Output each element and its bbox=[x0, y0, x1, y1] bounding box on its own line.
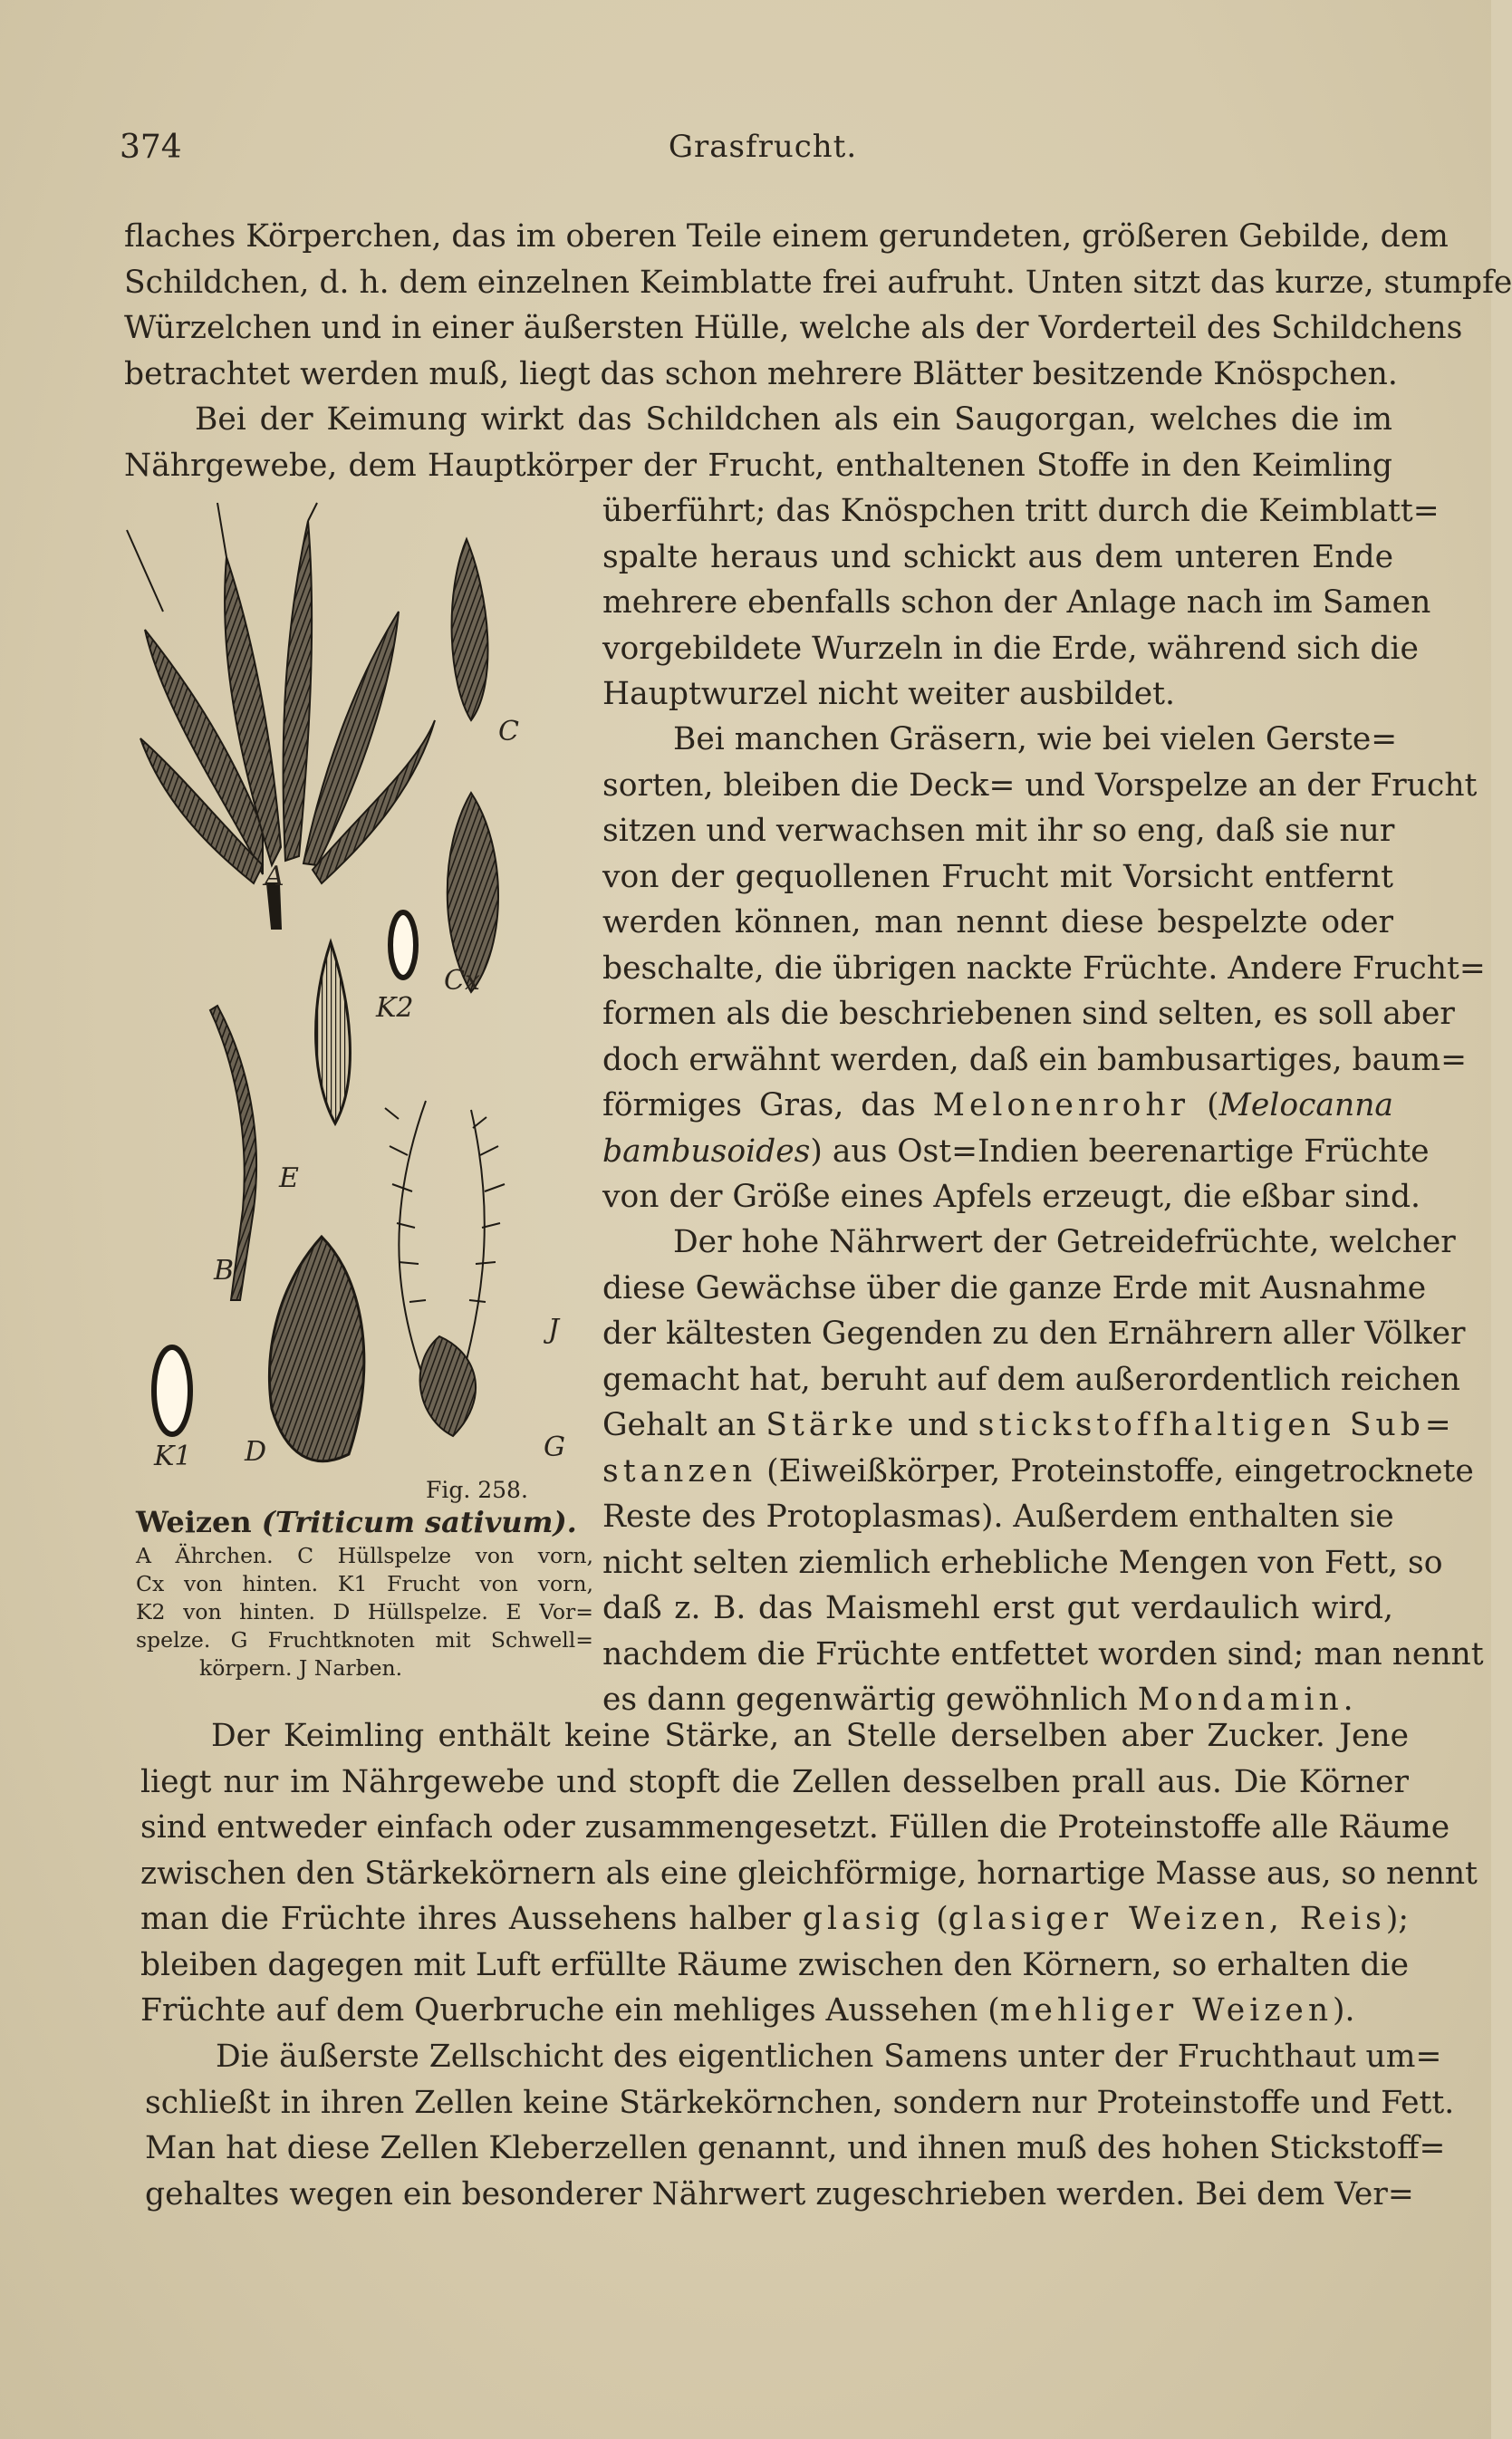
text-line: gehaltes wegen ein besonderer Nährwert zugeschrieben werden. Bei dem Ver= bbox=[145, 2175, 1414, 2212]
spaced-term: Mondamin bbox=[1137, 1682, 1343, 1718]
text-line bbox=[602, 1449, 1474, 1495]
figure-number: Fig. 258. bbox=[426, 1477, 528, 1503]
text-line: betrachtet werden muß, liegt das schon mehrere Blätter besitzende Knöspchen. bbox=[124, 355, 1398, 392]
text-line: schließt in ihren Zellen keine Stärkekörnchen, sondern nur Proteinstoffe und Fett. bbox=[145, 2084, 1455, 2121]
text-line: nachdem die Früchte entfettet worden sind; man nennt bbox=[602, 1635, 1484, 1673]
text-line: sind entweder einfach oder zusammengesetzt. Füllen die Proteinstoffe alle Räume bbox=[140, 1809, 1450, 1846]
caption-line: A Ährchen. C Hüllspelze von vorn, bbox=[136, 1543, 593, 1568]
text-line: Nährgewebe, dem Hauptkörper der Frucht, enthaltenen Stoffe in den Keimling bbox=[124, 447, 1392, 484]
page-header bbox=[120, 129, 1406, 174]
spaced-term: mehliger Weizen bbox=[999, 1992, 1334, 2029]
grain-back-drawing bbox=[390, 912, 416, 978]
caption-title bbox=[136, 1504, 593, 1540]
caption-line: K2 von hinten. D Hüllspelze. E Vor= bbox=[136, 1599, 593, 1624]
figure-label-cx: Cx bbox=[444, 965, 480, 997]
text-line: sorten, bleiben die Deck= und Vorspelze an der Frucht bbox=[602, 766, 1478, 804]
ovary-drawing bbox=[420, 1336, 476, 1436]
figure-label-d: D bbox=[245, 1436, 267, 1468]
text-line: zwischen den Stärkekörnern als eine gleichförmige, hornartige Masse aus, so nennt bbox=[140, 1855, 1478, 1892]
text-line: Man hat diese Zellen Kleberzellen genannt, und ihnen muß des hohen Stickstoff= bbox=[145, 2130, 1446, 2166]
spaced-term: stickstoffhaltigen Sub= bbox=[978, 1407, 1456, 1443]
spaced-term: glasiger Weizen, Reis bbox=[948, 1901, 1386, 1937]
latin-term: bambusoides bbox=[602, 1133, 811, 1170]
page-number: 374 bbox=[120, 129, 182, 166]
text-line: vorgebildete Wurzeln in die Erde, während sich die bbox=[602, 630, 1419, 667]
text: ( bbox=[1189, 1087, 1219, 1123]
spaced-term: Stärke bbox=[766, 1407, 899, 1443]
text-line: Würzelchen und in einer äußersten Hülle, welche als der Vorderteil des Schildchens bbox=[124, 310, 1463, 346]
text-line: werden können, man nennt diese bespelzte oder bbox=[602, 904, 1393, 940]
latin-term: Melocanna bbox=[1218, 1087, 1393, 1123]
caption-species: (Triticum sativum). bbox=[261, 1505, 577, 1539]
text-line bbox=[602, 1129, 1430, 1175]
text-line: Der Keimling enthält keine Stärke, an Stelle derselben aber Zucker. Jene bbox=[211, 1718, 1409, 1754]
text-line: spalte heraus und schickt aus dem unteren Ende bbox=[602, 538, 1393, 575]
spikelet-drawing bbox=[140, 521, 435, 929]
text: ( bbox=[924, 1901, 949, 1937]
text: (Eiweißkörper, Proteinstoffe, eingetrocknete bbox=[756, 1452, 1474, 1489]
text-line: von der Größe eines Apfels erzeugt, die eßbar sind. bbox=[602, 1179, 1421, 1215]
wheat-figure bbox=[127, 503, 598, 1509]
text-line: Schildchen, d. h. dem einzelnen Keimblatte frei aufruht. Unten sitzt das kurze, stumpfe bbox=[124, 264, 1512, 301]
text-line: bleiben dagegen mit Luft erfüllte Räume zwischen den Körnern, so erhalten die bbox=[140, 1946, 1409, 1983]
text: es dann gegenwärtig gewöhnlich bbox=[602, 1682, 1138, 1718]
text-line: sitzen und verwachsen mit ihr so eng, daß sie nur bbox=[602, 813, 1395, 849]
paragraph-2-full bbox=[124, 397, 1392, 488]
text-line bbox=[140, 1988, 1409, 2034]
text-line: von der gequollenen Frucht mit Vorsicht entfernt bbox=[602, 858, 1393, 895]
text: und bbox=[898, 1407, 978, 1443]
text-line bbox=[140, 1896, 1409, 1943]
caption-text bbox=[136, 1542, 593, 1682]
text: ); bbox=[1385, 1901, 1409, 1937]
paragraph-6 bbox=[145, 2034, 1455, 2217]
text-line: beschalte, die übrigen nackte Früchte. Andere Frucht= bbox=[602, 950, 1486, 987]
text-line: mehrere ebenfalls schon der Anlage nach im Samen bbox=[602, 584, 1431, 621]
text: . bbox=[1343, 1682, 1353, 1718]
text: Früchte auf dem Querbruche ein mehliges Aussehen ( bbox=[140, 1992, 1000, 2029]
text: förmiges Gras, das bbox=[602, 1087, 933, 1123]
text: man die Früchte ihres Aussehens halber bbox=[140, 1901, 803, 1937]
text-line bbox=[602, 1403, 1456, 1449]
text: Gehalt an bbox=[602, 1407, 766, 1443]
paragraph-1 bbox=[124, 214, 1512, 397]
text-line: formen als die beschriebenen sind selten, es soll aber bbox=[602, 996, 1455, 1032]
caption-line: körpern. J Narben. bbox=[199, 1655, 403, 1681]
lemma-drawing bbox=[269, 1237, 363, 1461]
text-line bbox=[602, 1083, 1393, 1129]
spaced-term: glasig bbox=[802, 1901, 925, 1937]
text-line: der kältesten Gegenden zu den Ernährern aller Völker bbox=[602, 1316, 1466, 1352]
text-line: diese Gewächse über die ganze Erde mit Ausnahme bbox=[602, 1269, 1427, 1306]
figure-label-e: E bbox=[279, 1162, 299, 1194]
text-line: überführt; das Knöspchen tritt durch die Keimblatt= bbox=[602, 493, 1440, 529]
grain-front-drawing bbox=[154, 1347, 190, 1434]
figure-caption bbox=[136, 1504, 593, 1682]
text-line: nicht selten ziemlich erhebliche Mengen von Fett, so bbox=[602, 1544, 1443, 1581]
figure-label-j: J bbox=[548, 1314, 560, 1345]
figure-label-a: A bbox=[265, 861, 284, 892]
text-line: Reste des Protoplasmas). Außerdem enthalten sie bbox=[602, 1499, 1394, 1535]
spaced-term: stanzen bbox=[602, 1452, 757, 1489]
figure-label-g: G bbox=[544, 1432, 565, 1463]
text-line: gemacht hat, beruht auf dem außerordentlich reichen bbox=[602, 1361, 1460, 1398]
text-line: liegt nur im Nährgewebe und stopft die Zellen desselben prall aus. Die Körner bbox=[140, 1763, 1409, 1800]
text-line: Die äußerste Zellschicht des eigentlichen Samens unter der Fruchthaut um= bbox=[216, 2039, 1442, 2075]
figure-label-b: B bbox=[214, 1255, 235, 1287]
text: ). bbox=[1333, 1992, 1355, 2029]
palea-drawing bbox=[316, 942, 351, 1123]
figure-label-k1: K1 bbox=[154, 1441, 192, 1472]
text-line: Hauptwurzel nicht weiter ausbildet. bbox=[602, 676, 1175, 712]
glume-front-drawing bbox=[452, 539, 488, 720]
text-line: doch erwähnt werden, daß ein bambusartiges, baum= bbox=[602, 1041, 1468, 1078]
glume-back-drawing bbox=[448, 793, 498, 992]
paragraph-5 bbox=[140, 1713, 1478, 2034]
spaced-term: Melonenrohr bbox=[932, 1087, 1190, 1123]
paragraph-3 bbox=[602, 717, 1486, 1220]
caption-line: Cx von hinten. K1 Frucht von vorn, bbox=[136, 1571, 593, 1596]
figure-label-k2: K2 bbox=[376, 992, 414, 1024]
text-line: flaches Körperchen, das im oberen Teile einem gerundeten, größeren Gebilde, dem bbox=[124, 218, 1449, 255]
text-line: Bei der Keimung wirkt das Schildchen als ein Saugorgan, welches die im bbox=[195, 401, 1392, 438]
paragraph-4 bbox=[602, 1220, 1484, 1723]
text-line: daß z. B. das Maismehl erst gut verdaulich wird, bbox=[602, 1590, 1393, 1626]
caption-name: Weizen bbox=[136, 1505, 252, 1539]
caption-line: spelze. G Fruchtknoten mit Schwell= bbox=[136, 1627, 593, 1653]
text-line: Bei manchen Gräsern, wie bei vielen Gerste= bbox=[673, 721, 1398, 757]
text: ) aus Ost=Indien beerenartige Früchte bbox=[810, 1133, 1430, 1170]
text-line: Der hohe Nährwert der Getreidefrüchte, welcher bbox=[673, 1224, 1456, 1260]
figure-label-c: C bbox=[498, 716, 519, 747]
wheat-illustration bbox=[127, 503, 598, 1509]
running-head: Grasfrucht. bbox=[668, 129, 858, 165]
paragraph-2-column bbox=[602, 488, 1440, 718]
